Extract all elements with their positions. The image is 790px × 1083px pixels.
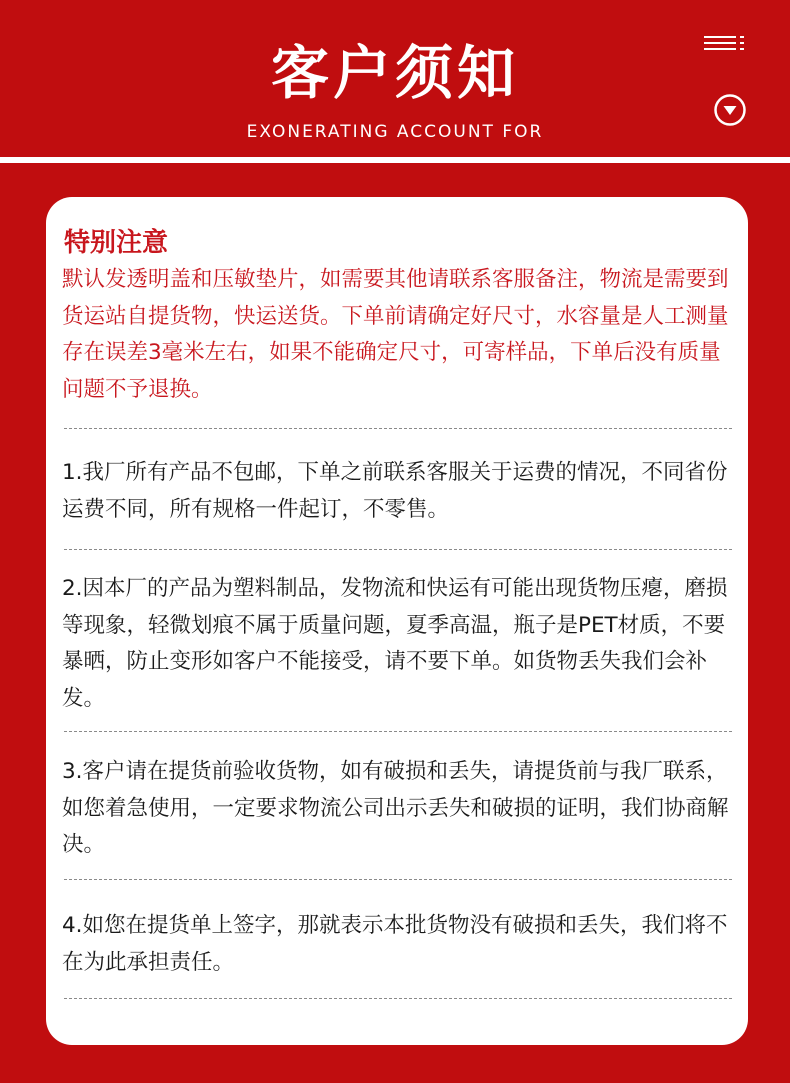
dashed-divider — [64, 879, 732, 880]
page-subtitle: EXONERATING ACCOUNT FOR — [246, 122, 544, 142]
dashed-divider — [64, 549, 732, 550]
dashed-divider — [64, 731, 732, 732]
notice-card — [46, 197, 748, 1045]
special-notice-text: 默认发透明盖和压敏垫片，如需要其他请联系客服备注，物流是需要到货运站自提货物，快运送货。下单前请确定好尺寸，水容量是人工测量存在误差3毫米左右，如果不能确定尺寸，可寄样品，下单后没有质量问题不予退换。 — [62, 267, 729, 402]
dashed-divider — [64, 428, 732, 429]
header-banner — [0, 0, 790, 160]
page-title: 客户须知 — [270, 39, 519, 107]
special-notice-title: 特别注意 — [64, 228, 169, 258]
notice-item-3: 3.客户请在提货前验收货物，如有破损和丢失，请提货前与我厂联系，如您着急使用，一定要求物流公司出示丢失和破损的证明，我们协商解决。 — [62, 759, 729, 857]
notice-item-2: 2.因本厂的产品为塑料制品，发物流和快运有可能出现货物压瘪，磨损等现象，轻微划痕不属于质量问题，夏季高温，瓶子是PET材质，不要暴晒，防止变形如客户不能接受，请不要下单。如货物丢失我们会补发。 — [62, 576, 728, 711]
chevron-down-circle-icon[interactable] — [713, 93, 747, 127]
dashed-divider — [64, 998, 732, 999]
menu-icon[interactable] — [704, 34, 748, 54]
notice-item-1: 1.我厂所有产品不包邮，下单之前联系客服关于运费的情况，不同省份运费不同，所有规格一件起订，不零售。 — [62, 460, 728, 522]
notice-item-4: 4.如您在提货单上签字，那就表示本批货物没有破损和丢失，我们将不在为此承担责任。 — [62, 913, 728, 975]
header-divider — [0, 157, 790, 163]
